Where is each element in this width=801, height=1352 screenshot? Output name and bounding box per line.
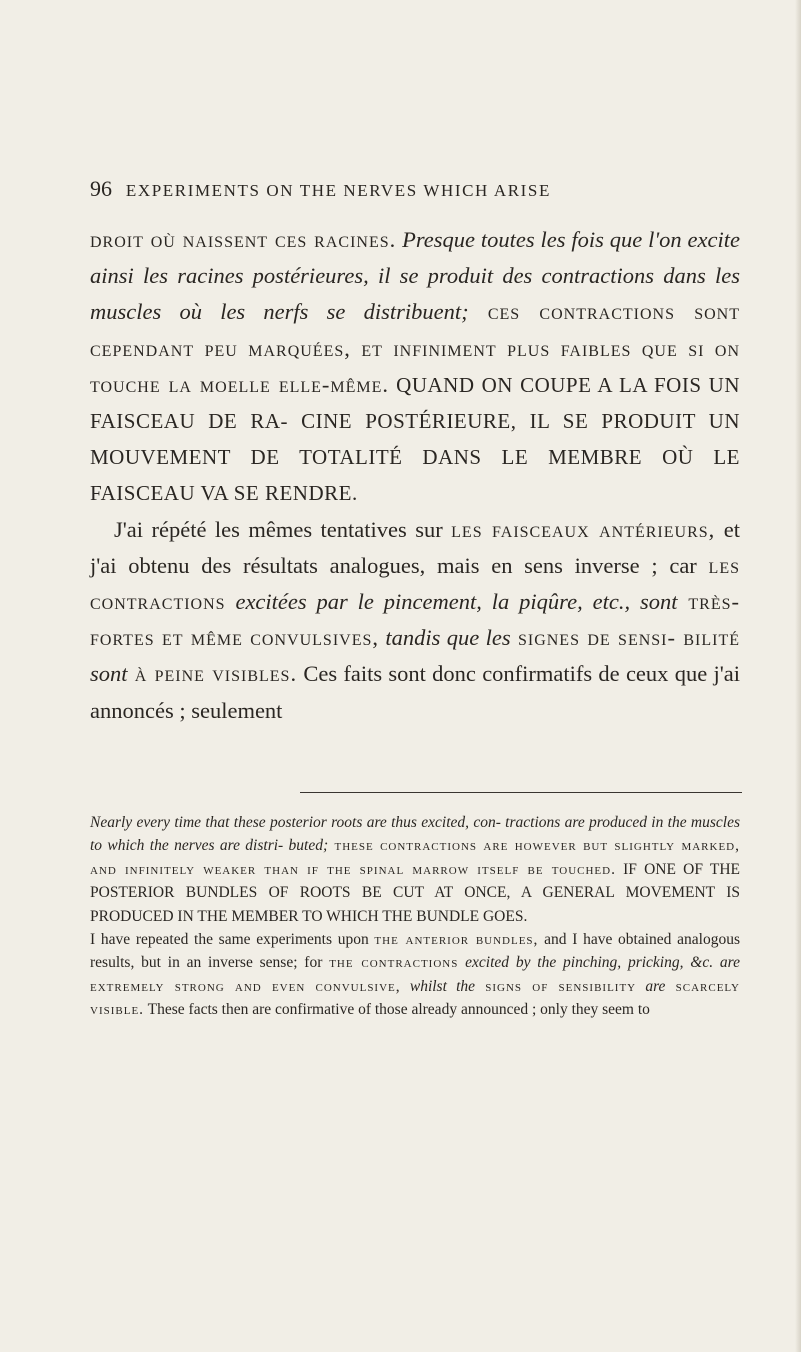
text-run: scarcely visible. bbox=[90, 977, 740, 1019]
text-run: signes de sensi- bilité bbox=[510, 625, 741, 651]
text-run: these contractions are however but slightly marked, and infinitely weaker than if the spinal marrow itself be touched. bbox=[90, 837, 740, 878]
text-run: à peine visibles. bbox=[127, 661, 298, 687]
text-run bbox=[401, 978, 410, 995]
text-run: I have repeated the same experiments upon bbox=[90, 931, 375, 949]
english-paragraph-2 bbox=[90, 928, 740, 1022]
text-run: and I have obtained analogous results, but in an inverse sense; for bbox=[90, 931, 740, 972]
text-run: whilst the bbox=[409, 977, 476, 995]
footnote-divider bbox=[300, 792, 742, 793]
text-run: Presque toutes les fois que l'on excite ainsi les racines postérieures, il se produit des contractions dans les muscles où les nerfs se distribuent; bbox=[90, 227, 741, 325]
text-run: These facts then are confirmative of those already announced ; only they seem to bbox=[144, 1001, 650, 1019]
french-paragraph-1 bbox=[90, 222, 740, 512]
text-run: sont bbox=[90, 661, 128, 687]
text-run: J'ai répété les mêmes tentatives sur bbox=[114, 516, 452, 542]
text-run: signs of sensibility bbox=[475, 977, 637, 995]
text-run: extremely strong and even convulsive, bbox=[90, 977, 401, 995]
french-paragraph-2 bbox=[90, 512, 740, 729]
page-number: 96 bbox=[90, 176, 112, 201]
running-title: EXPERIMENTS ON THE NERVES WHICH ARISE bbox=[125, 181, 551, 200]
text-run: ces contractions sont cependant peu marquées, et infiniment plus faibles que si on touche la moelle elle-même. bbox=[90, 299, 741, 397]
text-run: IF ONE OF THE POSTERIOR BUNDLES OF ROOTS BE CUT AT ONCE, A GENERAL MOVEMENT IS PRODUCED IN THE MEMBER TO WHICH THE BUNDLE GOES. bbox=[90, 860, 740, 925]
text-run: Nearly every time that these posterior roots are thus excited, con- tractions are produced in the muscles to which the nerves are distri- buted; bbox=[90, 814, 740, 855]
english-translation bbox=[90, 811, 740, 1022]
text-run: are bbox=[645, 977, 666, 995]
text-run: QUAND ON COUPE A LA FOIS UN FAISCEAU DE RA- CINE POSTÉRIEURE, IL SE PRODUIT UN MOUVEMENT DE TOTALITÉ DANS LE MEMBRE OÙ LE FAISCEAU VA SE RENDRE. bbox=[90, 372, 740, 506]
text-run: droit où naissent ces racines. bbox=[90, 227, 397, 252]
text-run: excited by the pinching, pricking, &c. are bbox=[465, 954, 740, 972]
french-text bbox=[90, 222, 740, 729]
text-run: tandis que les bbox=[385, 625, 511, 651]
text-run: the anterior bundles, bbox=[374, 931, 539, 949]
text-run: the contractions bbox=[329, 954, 459, 972]
text-run: les faisceaux antérieurs, bbox=[451, 516, 716, 542]
text-run bbox=[226, 589, 236, 614]
english-paragraph-1 bbox=[90, 811, 740, 928]
page-edge bbox=[795, 0, 801, 1352]
running-head bbox=[90, 176, 730, 202]
text-run: et j'ai obtenu des résultats analogues, mais en sens inverse ; car bbox=[90, 516, 740, 578]
text-run bbox=[636, 978, 645, 995]
text-run: très-fortes et même convulsives, bbox=[90, 589, 740, 651]
text-run: excitées par le pincement, la piqûre, etc., sont bbox=[235, 589, 678, 615]
text-run: Ces faits sont donc confirmatifs de ceux que j'ai annoncés ; seulement bbox=[90, 661, 740, 723]
text-run: les contractions bbox=[90, 552, 740, 615]
